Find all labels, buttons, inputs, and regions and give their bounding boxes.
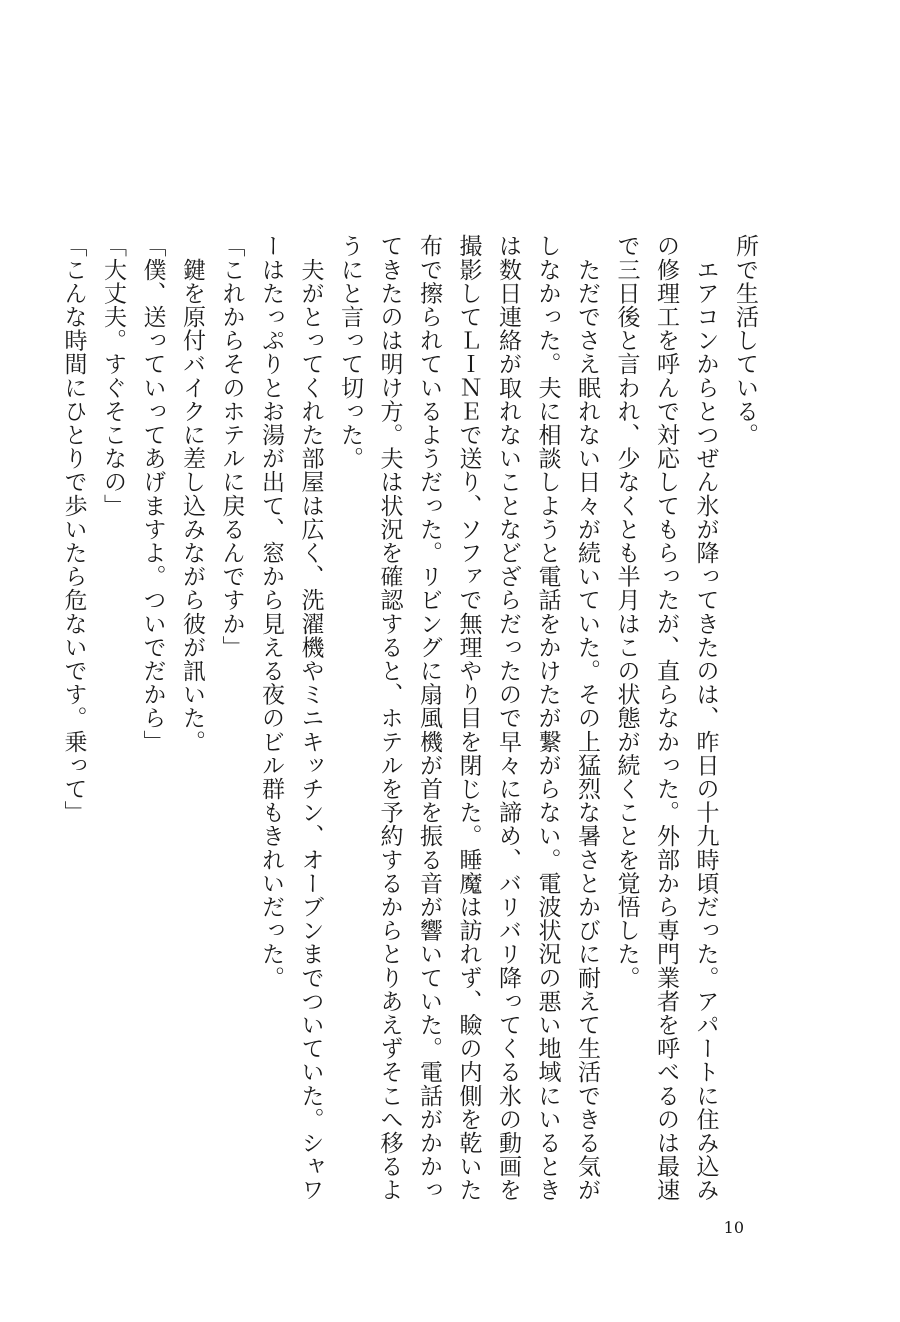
text-line: 「これからそのホテルに戻るんですか」 [218,234,245,659]
text-line: 「こんな時間にひとりで歩いたら危ないです。乗って」 [60,234,87,824]
text-line: は数日連絡が取れないことなどざらだったので早々に諦め、バリバリ降ってくる氷の動画を [495,234,521,1202]
text-line: 撮影してＬＩＮＥで送り、ソファで無理やり目を閉じた。睡魔は訪れず、瞼の内側を乾いた [455,234,482,1202]
text-line: 布で擦られているようだった。リビングに扇風機が首を振る音が響いていた。電話がかかっ [416,234,442,1202]
text-line: うにと言って切った。 [337,234,363,470]
body-text [53,234,764,1202]
text-line: で三日後と言われ、少なくとも半月はこの状態が続くことを覚悟した。 [613,234,640,990]
text-line: 鍵を原付バイクに差し込みながら彼が訊いた。 [179,234,205,754]
text-line: 「大丈夫。すぐそこなの」 [100,234,126,518]
page-number: 10 [723,1218,744,1237]
text-line: ーはたっぷりとお湯が出て、窓から見える夜のビル群もきれいだった。 [258,234,284,990]
text-line: 所で生活している。 [732,234,758,447]
text-line: ただでさえ眠れない日々が続いていた。その上猛烈な暑さとかびに耐えて生活できる気が [574,234,600,1202]
text-line: 「僕、送っていってあげますよ。ついでだから」 [139,234,166,754]
text-line: の修理工を呼んで対応してもらったが、直らなかった。外部から専門業者を呼べるのは最速 [653,234,679,1202]
text-line: しなかった。夫に相談しようと電話をかけたが繋がらない。電波状況の悪い地域にいるとき [534,234,561,1202]
text-line: 夫がとってくれた部屋は広く、洗濯機やミニキッチン、オーブンまでついていた。シャワ [297,234,324,1202]
text-line: てきたのは明け方。夫は状況を確認すると、ホテルを予約するからとりあえずそこへ移るよ [376,234,403,1202]
text-line: エアコンからとつぜん氷が降ってきたのは、昨日の十九時頃だった。アパートに住み込み [692,234,719,1202]
